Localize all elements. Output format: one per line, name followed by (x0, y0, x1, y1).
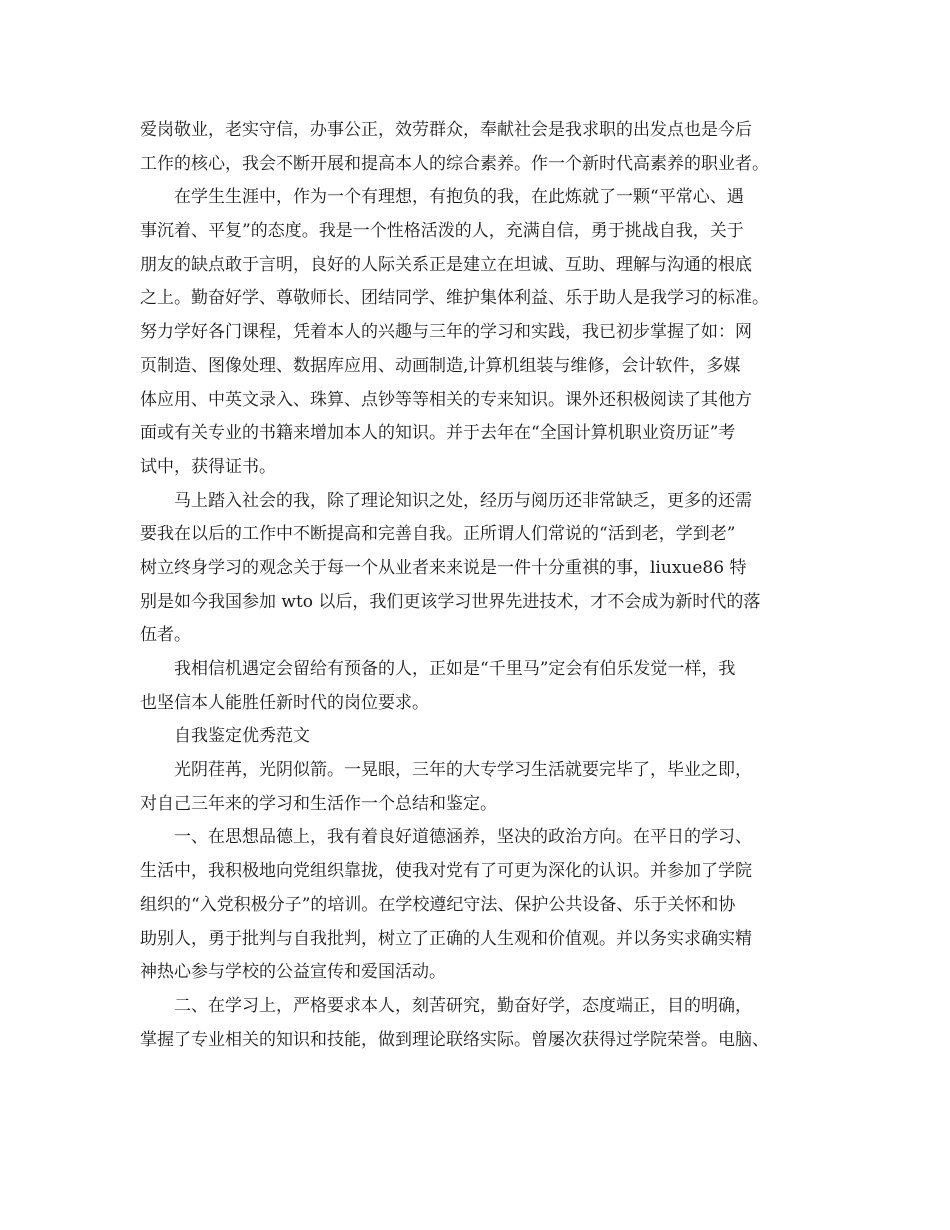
text-line: 助别人，勇于批判与自我批判，树立了正确的人生观和价值观。并以务实求确实精 (140, 928, 752, 949)
text-line: 树立终身学习的观念关于每一个从业者来来说是一件十分重祺的事，liuxue86 特 (140, 557, 747, 578)
text-line: 光阴荏苒，光阴似箭。一晃眼，三年的大专学习生活就要完毕了，毕业之即， (174, 760, 752, 781)
text-line: 一、在思想品德上，我有着良好道德涵养，坚决的政治方向。在平日的学习、 (174, 827, 752, 848)
text-line: 要我在以后的工作中不断提高和完善自我。正所谓人们常说的“活到老，学到老” (140, 524, 736, 545)
section-heading: 自我鉴定优秀范文 (174, 726, 310, 747)
text-line: 伍者。 (140, 625, 191, 646)
text-line: 马上踏入社会的我，除了理论知识之处，经历与阅历还非常缺乏，更多的还需 (174, 490, 752, 511)
text-line: 工作的核心，我会不断开展和提高本人的综合素养。作一个新时代高素养的职业者。 (140, 153, 769, 174)
text-line: 面或有关专业的书籍来增加本人的知识。并于去年在“全国计算机职业资历证”考 (140, 423, 736, 444)
text-line: 体应用、中英文录入、珠算、点钞等等相关的专来知识。课外还积极阅读了其他方 (140, 389, 752, 410)
text-line: 也坚信本人能胜任新时代的岗位要求。 (140, 692, 429, 713)
text-line: 别是如今我国参加 wto 以后，我们更该学习世界先进技术，才不会成为新时代的落 (140, 591, 761, 612)
text-line: 爱岗敬业，老实守信，办事公正，效劳群众，奉献社会是我求职的出发点也是今后 (140, 120, 752, 140)
text-line: 之上。勤奋好学、尊敬师长、团结同学、维护集体利益、乐于助人是我学习的标准。 (140, 288, 769, 309)
text-line: 组织的“入党积极分子”的培训。在学校遵纪守法、保护公共设备、乐于关怀和协 (140, 894, 736, 915)
text-line: 朋友的缺点敢于言明，良好的人际关系正是建立在坦诚、互助、理解与沟通的根底 (140, 254, 752, 275)
text-line: 试中，获得证书。 (140, 456, 276, 477)
text-line: 我相信机遇定会留给有预备的人，正如是“千里马”定会有伯乐发觉一样，我 (174, 659, 736, 679)
text-line: 掌握了专业相关的知识和技能，做到理论联络实际。曾屡次获得过学院荣誉。电脑、 (140, 1029, 769, 1050)
text-line: 生活中，我积极地向党组织靠拢，使我对党有了可更为深化的认识。并参加了学院 (140, 861, 752, 882)
text-line: 二、在学习上，严格要求本人，刻苦研究，勤奋好学，态度端正，目的明确， (174, 995, 752, 1016)
document-body (140, 114, 820, 1057)
text-line: 神热心参与学校的公益宣传和爱国活动。 (140, 962, 446, 983)
text-line: 页制造、图像处理、数据库应用、动画制造,计算机组装与维修，会计软件，多媒 (140, 355, 741, 376)
text-line: 事沉着、平复”的态度。我是一个性格活泼的人，充满自信，勇于挑战自我，关于 (140, 221, 744, 242)
text-line: 在学生生涯中，作为一个有理想，有抱负的我，在此炼就了一颗“平常心、遇 (174, 187, 744, 208)
text-line: 努力学好各门课程，凭着本人的兴趣与三年的学习和实践，我已初步掌握了如：网 (140, 322, 752, 343)
text-line: 对自己三年来的学习和生活作一个总结和鉴定。 (140, 793, 497, 814)
